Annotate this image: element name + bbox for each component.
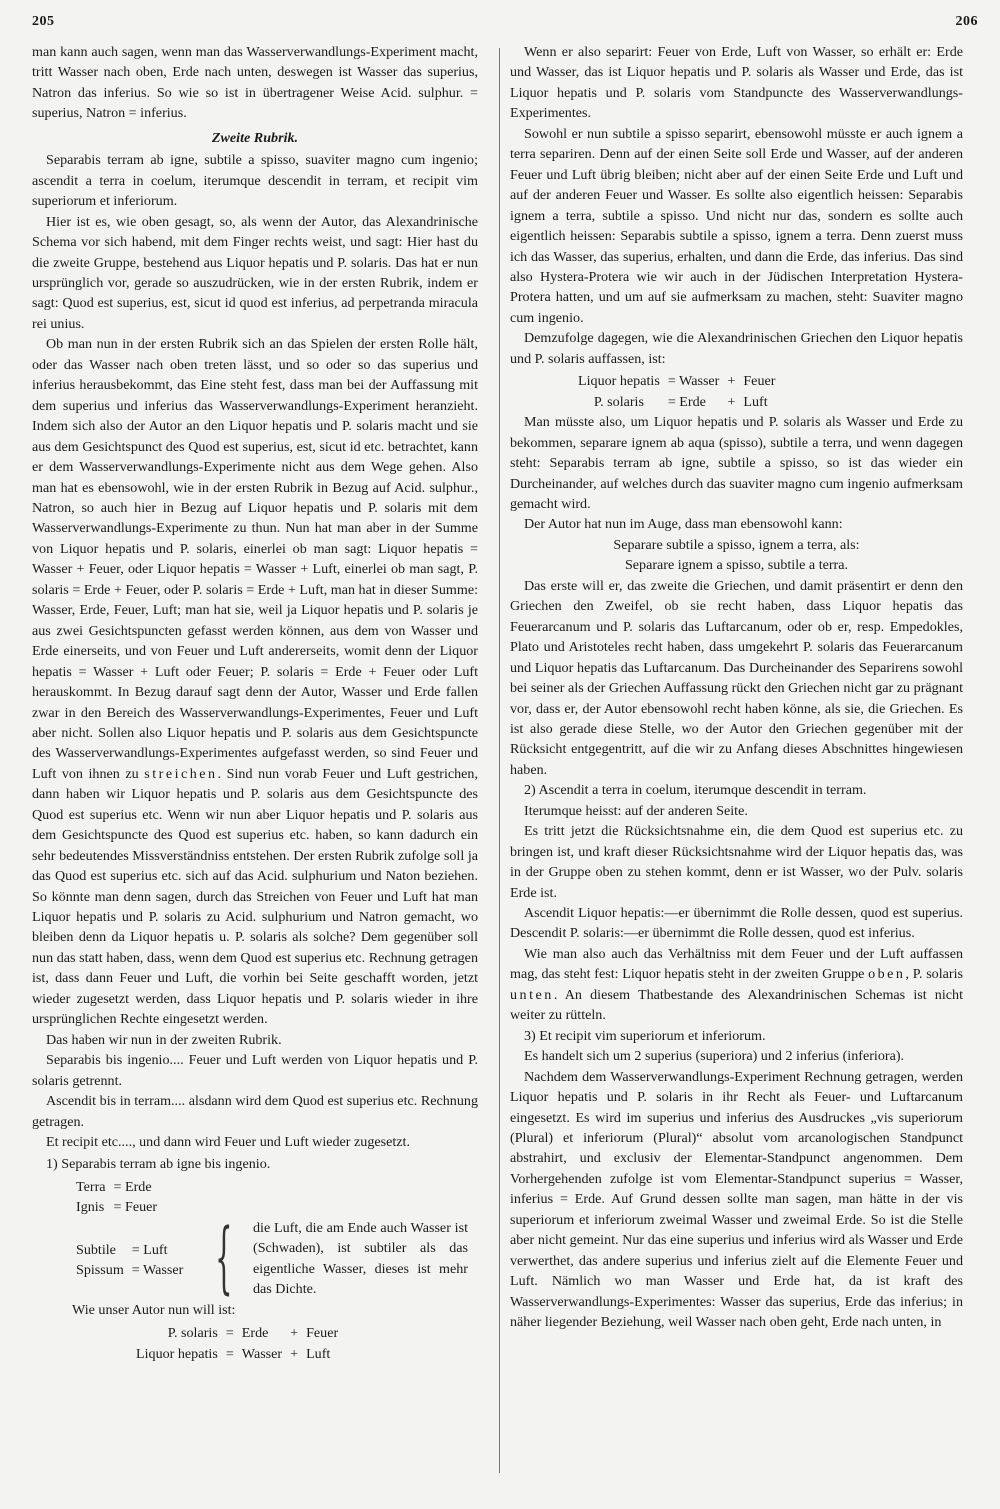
emphasis-text: oben [868, 966, 906, 983]
equals-sign: = [225, 1325, 234, 1342]
right-column [510, 42, 963, 1333]
emphasis-text: unten [510, 986, 554, 1003]
plus-sign: + [727, 393, 736, 410]
paragraph: Ascendit Liquor hepatis:—er übernimmt die Rolle dessen, quod est superius. Descendit P. solaris:—er übernimmt die Rolle dessen, quod est inferius. [510, 905, 963, 942]
curly-brace: { [215, 1212, 233, 1303]
element-equations [72, 1177, 161, 1218]
equation-value: = Feuer [113, 1199, 158, 1216]
equation-term: Terra [76, 1178, 106, 1195]
paragraph: Es handelt sich um 2 superius (superiora) und 2 inferius (inferiora). [524, 1048, 905, 1065]
text-run: , P. solaris [905, 966, 963, 983]
equation-value: Feuer [743, 373, 776, 390]
equation-row [574, 371, 779, 391]
equation-value: Luft [743, 393, 768, 410]
equation-value: = Luft [131, 1241, 168, 1258]
element-equations [72, 1240, 187, 1281]
brace-note: die Luft, die am Ende auch Wasser ist (Schwaden), ist subtiler als das eigentliche Wasser, dieses ist mehr das Dichte. [253, 1219, 468, 1298]
equation-row [72, 1240, 187, 1260]
paragraph: Der Autor hat nun im Auge, dass man ebensowohl kann: [524, 516, 843, 533]
paragraph: Separabis bis ingenio.... Feuer und Luft werden von Liquor hepatis und P. solaris getrennt. [32, 1052, 478, 1089]
paragraph: Das haben wir nun in der zweiten Rubrik. [46, 1031, 282, 1048]
numbered-item: 1) Separabis terram ab igne bis ingenio. [46, 1156, 271, 1173]
equation-value: = Wasser [131, 1262, 184, 1279]
paragraph: Et recipit etc...., und dann wird Feuer und Luft wieder zugesetzt. [46, 1134, 410, 1151]
paragraph [32, 334, 478, 1029]
emphasis-text: streichen [144, 765, 218, 782]
plus-sign: + [290, 1325, 299, 1342]
text-run: . An diesem Thatbestande des Alexandrinischen Schemas ist nicht weiter zu rütteln. [510, 986, 963, 1024]
equation-term: Subtile [76, 1241, 116, 1258]
text-run: Ob man nun in der ersten Rubrik sich an das Spielen der ersten Rolle hält, oder das Wasser nach oben treten lässt, und so oder so das superius und inferius herausbekommt, das Eine steht fest, dass man bei der Auffassung mit dem superius und inferius das Wasserverwandlungs-Experiment heranzieht. Indem sich also der Autor an den Liquor hepatis und P. solaris macht und sie aus dem Gesichtspunct des Quod est superius, est, sicut id etc. betrachtet, kann er dem Wasserverwandlungs-Experimente nicht aus dem Wege gehen. Also man hat es ebensowohl, wie in der ersten Rubrik in Bezug auf Acid. sulphur., Natron, so auch hier in Bezug auf Liquor hepatis und P. solaris mit dem Wasserverwandlungs-Experimente zu thun. Nun hat man aber in der Summe von Liquor hepatis und P. solaris, einerlei ob man sagt: Liquor hepatis = Wasser + Feuer, oder Liquor hepatis = Wasser + Luft, einerlei ob man sagt, P. solaris = Erde + Feuer, oder P. solaris = Erde + Luft, man hat in dieser Summe: Wasser, Erde, Feuer, Luft; man hat sie, weil ja Liquor hepatis und P. solaris je aus zwei Gesichtspuncten gefasst werden können, aus dem von Wasser und Erde einerseits, und von Feuer und Luft andererseits, womit denn der Liquor hepatis = Wasser + Luft oder Feuer; P. solaris = Erde + Feuer oder Luft herauskommt. In Bezug darauf sagt denn der Autor, Wasser und Erde fallen zwar in den Bereich des Wasserverwandlungs-Experimentes, Feuer und Luft aber nicht. Sollen also Liquor hepatis und P. solaris aus dem Gesichtspuncte des Wasserverwandlungs-Experimentes aufgefasst werden, so sind Feuer und Luft von ihnen zu [32, 336, 478, 782]
equation-value: = Erde [113, 1178, 152, 1195]
equation-term: Liquor hepatis [578, 373, 660, 390]
paragraph: Separabis terram ab igne, subtile a spisso, suaviter magno cum ingenio; ascendit a terra in coelum, iterumque descendit in terram, et recipit vim superiorum et inferiorum. [32, 152, 478, 210]
right-page-number: 206 [955, 14, 978, 29]
paragraph [510, 944, 963, 1026]
plus-sign: + [290, 1345, 299, 1362]
paragraph: Demzufolge dagegen, wie die Alexandrinischen Griechen den Liquor hepatis und P. solaris auffassen, ist: [510, 330, 963, 367]
equation-term: P. solaris [167, 1325, 218, 1342]
equation-value: = Wasser [667, 373, 720, 390]
numbered-item: 3) Et recipit vim superiorum et inferiorum. [524, 1027, 766, 1044]
equation-value: Luft [306, 1345, 331, 1362]
left-page-number: 205 [32, 14, 55, 29]
equation-value: = Erde [667, 393, 706, 410]
equation-row [72, 1260, 187, 1280]
equation-block [72, 1177, 478, 1303]
paragraph: man kann auch sagen, wenn man das Wasserverwandlungs-Experiment macht, tritt Wasser nach oben, Erde nach unten, deswegen ist Wasser das superius, Natron das inferius. So wie so ist in übertragener Weise Acid. sulphur. = superius, Natron = inferius. [32, 44, 478, 122]
equation-value: Feuer [306, 1325, 339, 1342]
equation-row [136, 1323, 346, 1343]
equation-term: P. solaris [593, 393, 644, 410]
paragraph: Wie unser Autor nun will ist: [72, 1301, 236, 1318]
equation-row [574, 392, 779, 412]
paragraph: Nachdem dem Wasserverwandlungs-Experiment Rechnung getragen, werden Liquor hepatis und P. solaris in ihr Recht als Feuer- und Luftarcanum eingesetzt. Es wird im superius und inferius des Ausdruckes „vis superiorum (Plural) et inferiorum (Plural)“ absolut vom arcanologischen Standpunct abstrahirt, und exclusiv der Elementar-Standpunct angenommen. Dem Vorhergehenden zufolge ist vom Elementar-Standpunct superius = Wasser, inferius = Erde. Auf Grund dessen sollte man sagen, man hätte in der vis superiorum et inferiorum zweimal Wasser und zweimal Erde. So ist die Stelle aber nicht gemeint. Nur das eine superius und inferius wird als Wasser und Erde verwerthet, das andere superius und inferius zielt auf die Elemente Feuer und Luft. Nämlich wo man Wasser und Erde hat, da ist kraft des Wasserverwandlungs-Experimentes: Wasser das superius, Erde das inferius; in näher liegender Beziehung, weil Wasser nach oben geht, Erde nach unten, in [510, 1068, 963, 1331]
paragraph: Iterumque heisst: auf der anderen Seite. [524, 802, 748, 819]
equation-term: Ignis [76, 1199, 105, 1216]
text-run: Wie man also auch das Verhältniss mit dem Feuer und der Luft auffassen mag, das steht fest: Liquor hepatis steht in der zweiten Gruppe [510, 945, 963, 983]
left-column [32, 42, 478, 1364]
equation-row [72, 1177, 161, 1197]
summary-equations [136, 1323, 346, 1364]
equation-pairs [72, 1218, 187, 1300]
separation-formula: Separare ignem a spisso, subtile a terra. [624, 557, 849, 574]
paragraph: Ascendit bis in terram.... alsdann wird dem Quod est superius etc. Rechnung getragen. [32, 1093, 478, 1130]
text-run: . Sind nun vorab Feuer und Luft gestrichen, dann haben wir Liquor hepatis und P. solaris aus dem Gesichtspuncte des Quod est superius etc. Wenn wir nun aber Liquor hepatis und P. solaris aus dem Gesichtspuncte des Quod est superius etc. haben, so kann dadurch ein sehr bedeutendes Missverständniss entstehen. Der ersten Rubrik zufolge soll ja das Quod est superius etc. sich auf das Acid. sulphurium und Naton beziehen. So könnte man denn sagen, durch das Streichen von Feuer und Luft hat man Liquor hepatis und P. solaris zu Acid. sulphurium und Natron gemacht, wo bleiben denn da Liquor hepatis u. P. solaris als solche? Dem gegenüber soll nun das statt haben, dass, wenn dem Quod est superius etc. Rechnung getragen ist, dass dann Feuer und Luft, die vorhin bei Seite geschafft worden, jetzt wieder zugesetzt werden, dass Liquor hepatis und P. solaris wieder in ihre ursprünglichen Rechte eingesetzt werden. [32, 765, 478, 1028]
paragraph: Es tritt jetzt die Rücksichtsnahme ein, die dem Quod est superius etc. zu bringen ist, und kraft dieser Rücksichtsnahme wird der Liquor hepatis das, was in der Gruppe oben zu stehen kommt, denn er ist Wasser, wo der Pulv. solaris Erde ist. [510, 823, 963, 901]
equals-sign: = [225, 1345, 234, 1362]
braced-equations [72, 1212, 478, 1303]
section-heading: Zweite Rubrik. [211, 129, 299, 146]
equation-value: Erde [241, 1325, 269, 1342]
paragraph: Sowohl er nun subtile a spisso separirt, ebensowohl müsste er auch ignem a terra separiren. Denn auf der einen Seite soll Erde und Wasser, auf der anderen Feuer und Luft übrig bleiben; nicht aber auf der einen Seite Erde und Luft und auf der anderen Feuer und Wasser. Es sollte also eigentlich heissen: Separabis ignem a terra, subtile a spisso. Und nicht nur das, sondern es sollte auch eigentlich heissen: Separabis subtile a spisso, ignem a terra. Denn zuerst muss ich das Wasser, das superius, erhalten, und dann die Erde, das inferius. Das sind also Hystera-Protera wie wir auch in der Jüdischen Interpretation Hystera-Protera hatten, und um auf sie aufmerksam zu machen, steht: Suaviter magno cum ingenio. [510, 125, 963, 326]
equation-row [136, 1344, 346, 1364]
greek-equations [574, 371, 779, 412]
paragraph: Wenn er also separirt: Feuer von Erde, Luft von Wasser, so erhält er: Erde und Wasser, das ist Liquor hepatis und P. solaris als Wasser und Erde, das ist Liquor hepatis und P. solaris vom Standpuncte des Wasserverwandlungs-Experimentes. [510, 44, 963, 122]
paragraph: Das erste will er, das zweite die Griechen, und damit präsentirt er denn den Griechen den Zweifel, ob sie recht haben, dass Liquor hepatis das Feuerarcanum und P. solaris das Luftarcanum, oder ob er, resp. Empedokles, Plato und Aristoteles recht haben, dass umgekehrt P. solaris das Feuerarcanum und Liquor hepatis das Luftarcanum. Das Durcheinander des Separirens sowohl bei seiner als der Griechen Auffassung rückt den Griechen nicht gar zu prägnant vor, dass er, der Autor ebensowohl recht haben könne, als sie, die Griechen. Es ist also gerade diese Stelle, wo der Autor den Griechen gegenüber mit der Rücksicht entgegentritt, auf die wir zu Anfang dieses Abschnittes hingewiesen haben. [510, 577, 963, 778]
plus-sign: + [727, 373, 736, 390]
separation-formula: Separare subtile a spisso, ignem a terra, als: [613, 536, 860, 553]
equation-value: Wasser [241, 1345, 283, 1362]
paragraph: Hier ist es, wie oben gesagt, so, als wenn der Autor, das Alexandrinische Schema vor sich habend, mit dem Finger rechts weist, und sagt: Hier hast du die zweite Gruppe, bestehend aus Liquor hepatis und P. solaris. Das hat er nun ursprünglich vor, gerade so auszudrücken, wie in der ersten Rubrik, indem er sagt: Quod est superius, est, sicut id quod est inferius, ad perpetranda miracula rei unius. [32, 213, 478, 332]
numbered-item: 2) Ascendit a terra in coelum, iterumque descendit in terram. [524, 782, 867, 799]
equation-term: Spissum [76, 1262, 124, 1279]
equation-term: Liquor hepatis [136, 1345, 218, 1362]
paragraph: Man müsste also, um Liquor hepatis und P. solaris als Wasser und Erde zu bekommen, separare ignem ab aqua (spisso), subtile a terra, und wenn dagegen steht: Separabis terram ab igne, subtile a spisso, so ist das wieder ein Durcheinander, auf welches durch das suaviter magno cum ingenio aufmerksam gemacht wird. [510, 414, 963, 512]
equation-row [72, 1197, 161, 1217]
column-divider [499, 48, 500, 1473]
